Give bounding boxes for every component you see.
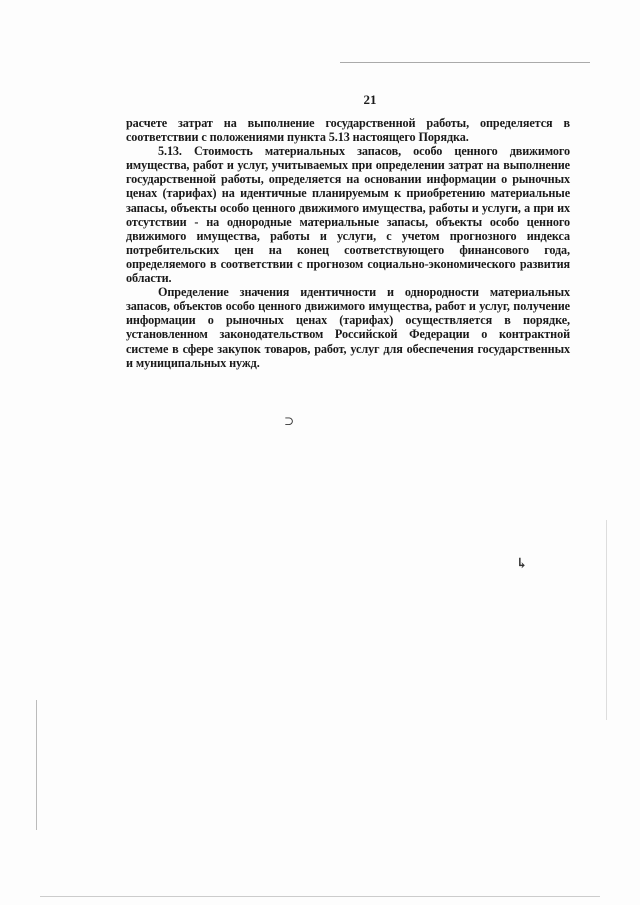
scan-line-right	[606, 520, 607, 720]
scan-speck: ↳	[516, 557, 528, 572]
scan-speck: ⊃	[284, 414, 295, 428]
paragraph-2: 5.13. Стоимость материальных запасов, особо ценного движимого имущества, работ и услуг, учитываемых при определении затрат на выполнение государственной работы, определяется на основании информации о рыночных ценах (тарифах) на идентичные планируемым к приобретению материальные запасы, объекты особо ценного движимого имущества, работы и услуги, а при их отсутствии - на однородные материальные запасы, объекты особо ценного движимого имущества, работы и услуги, с учетом прогнозного индекса потребительских цен на конец соответствующего финансового года, определяемого в соответствии с прогнозом социально-экономического развития области.	[126, 144, 570, 286]
scan-line-top	[340, 62, 590, 63]
scan-line-bottom	[40, 896, 600, 897]
paragraph-3: Определение значения идентичности и однородности материальных запасов, объектов особо ценного движимого имущества, работ и услуг, получение информации о рыночных ценах (тарифах) осуществляется в порядке, установленном законодательством Российской Федерации о контрактной системе в сфере закупок товаров, работ, услуг для обеспечения государственных и муниципальных нужд.	[126, 285, 570, 370]
paragraph-1: расчете затрат на выполнение государственной работы, определяется в соответствии с положениями пункта 5.13 настоящего Порядка.	[126, 116, 570, 145]
scan-line-left	[36, 700, 37, 830]
document-body	[126, 116, 570, 370]
page-number: 21	[363, 92, 377, 107]
